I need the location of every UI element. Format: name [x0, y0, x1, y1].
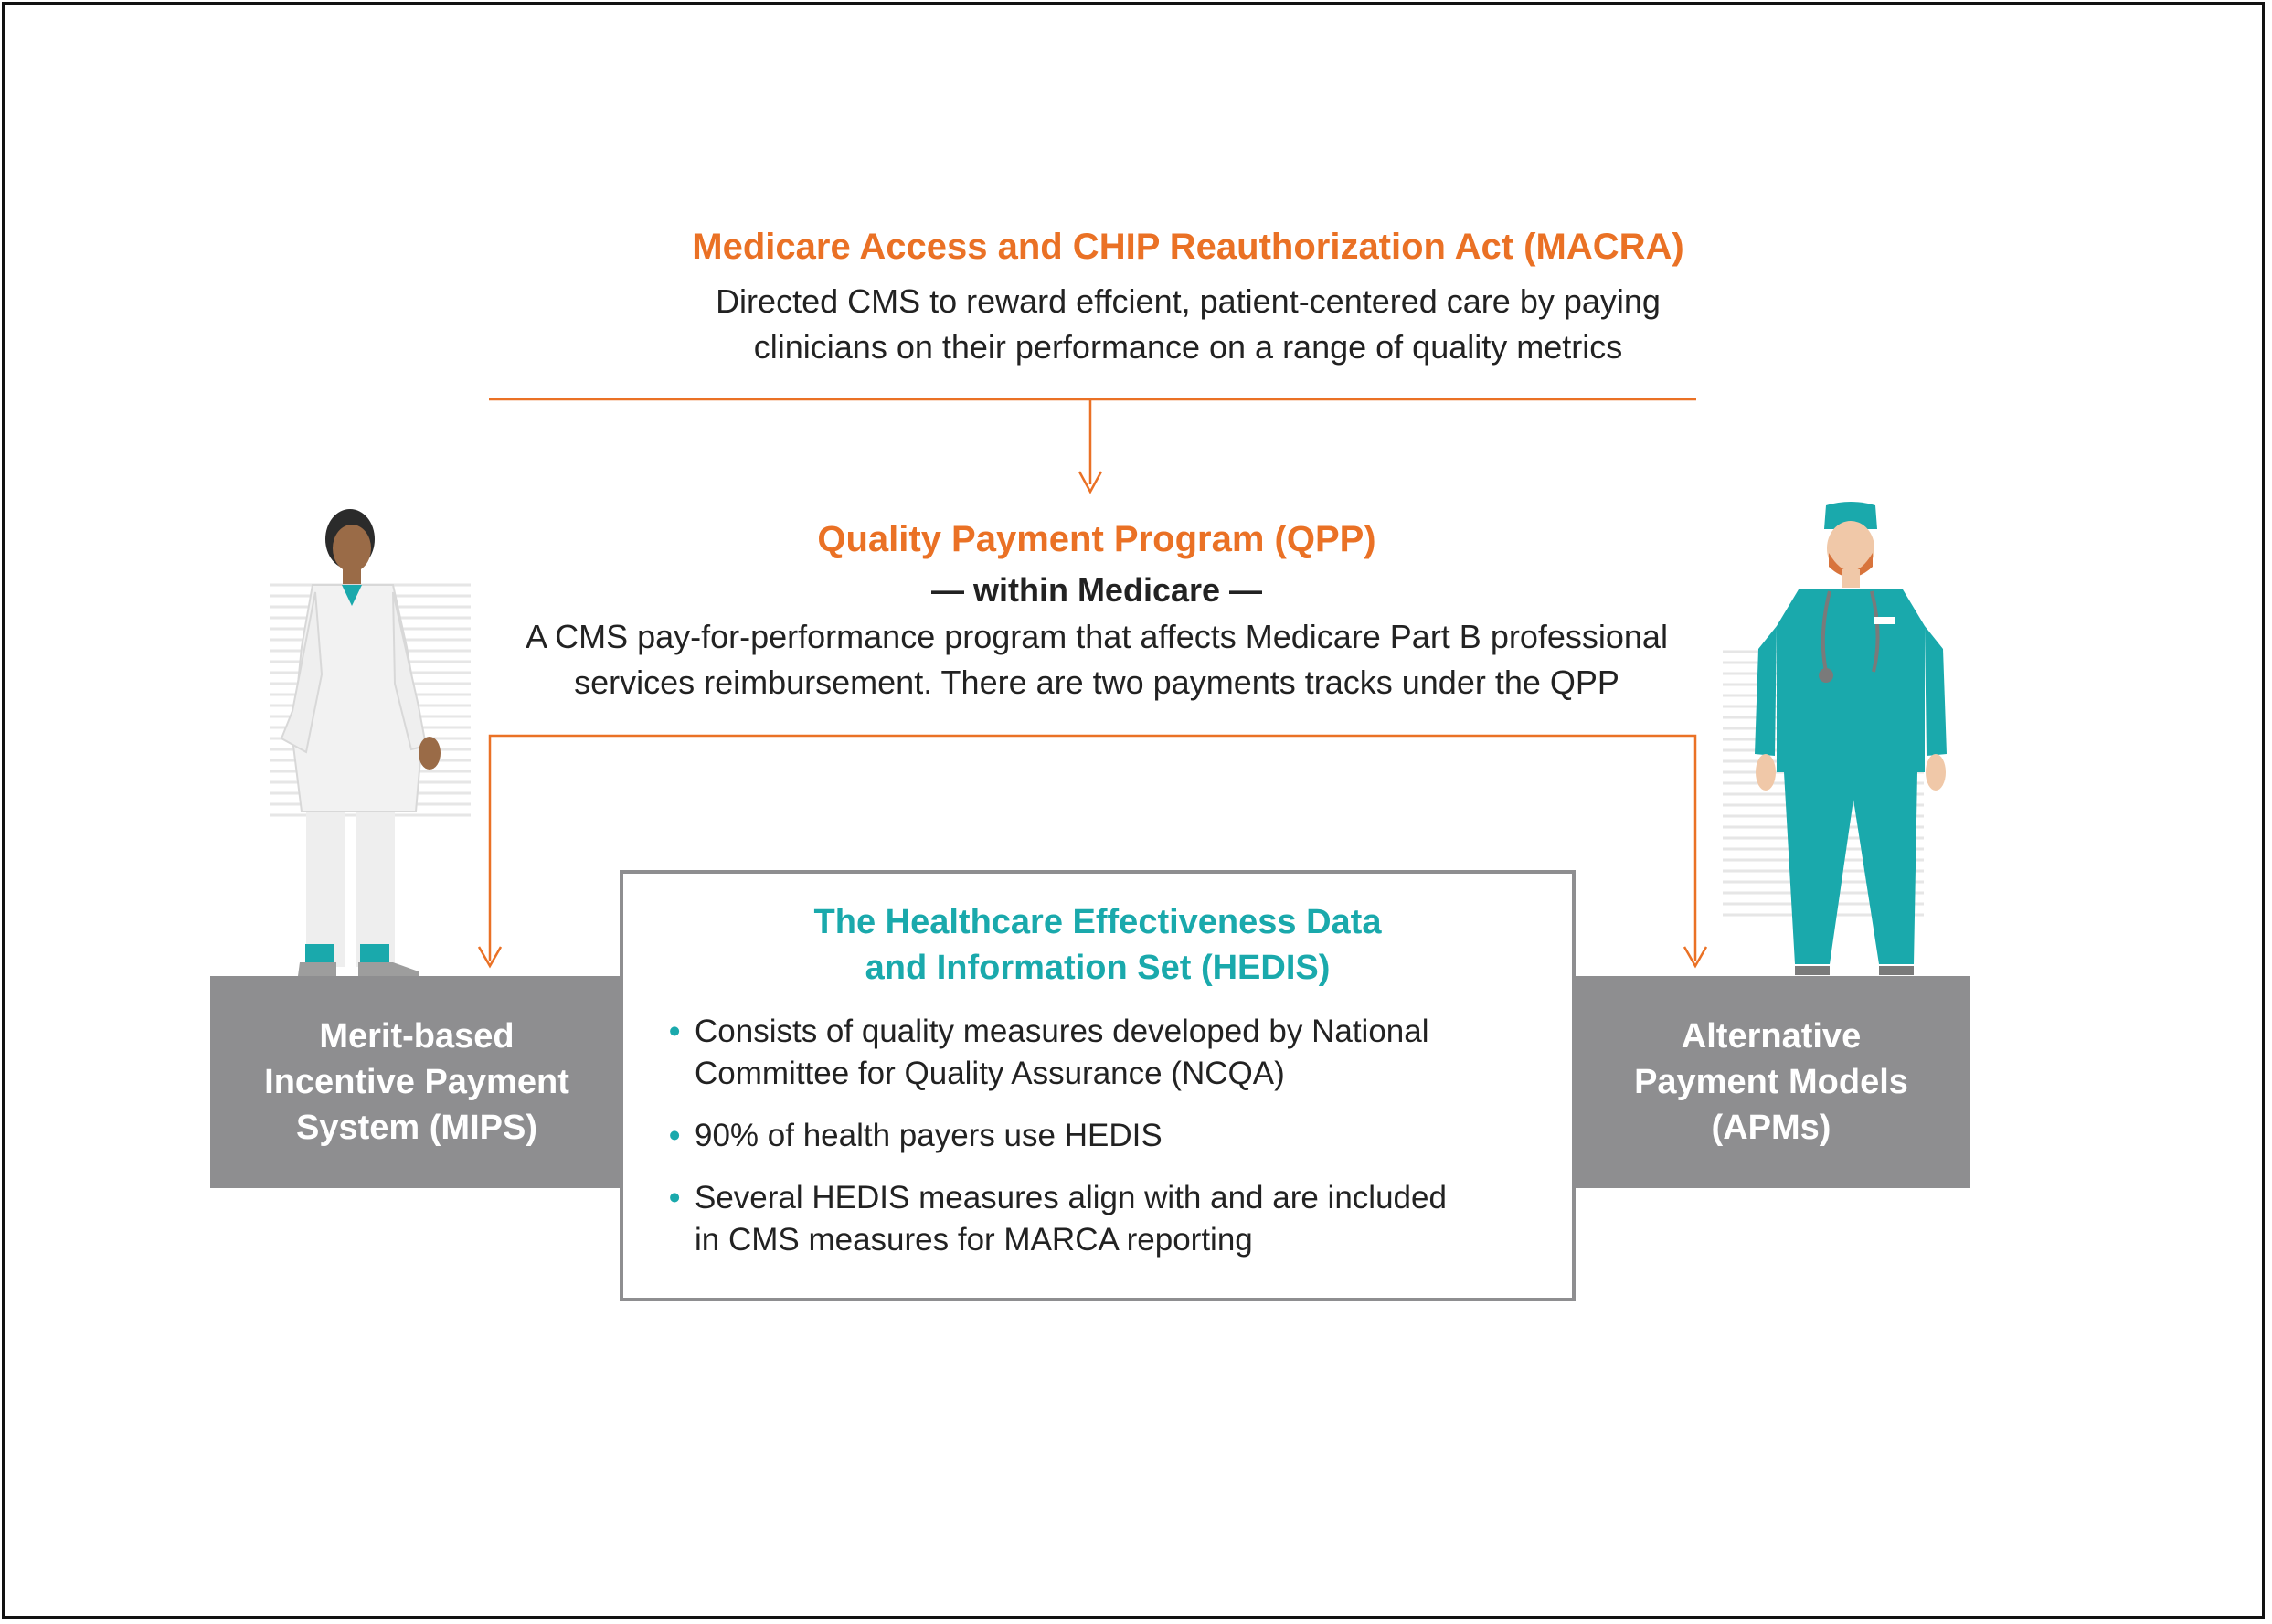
bullet-icon: •	[669, 1014, 681, 1049]
hedis-bullet-line: Several HEDIS measures align with and are included	[695, 1180, 1447, 1215]
hedis-box	[620, 870, 1576, 1301]
hedis-bullet-list	[669, 1011, 1546, 1281]
apm-label-line: (APMs)	[1711, 1109, 1831, 1147]
hedis-bullet-item	[669, 1177, 1546, 1261]
mips-label-line: System (MIPS)	[296, 1109, 537, 1147]
hedis-title-line: The Healthcare Effectiveness Data	[813, 903, 1382, 941]
hedis-title-line: and Information Set (HEDIS)	[865, 949, 1331, 987]
macra-description-line: clinicians on their performance on a range of quality metrics	[753, 328, 1623, 366]
qpp-subtitle: — within Medicare —	[930, 571, 1263, 609]
mips-label-line: Merit-based	[319, 1017, 515, 1056]
macra-description-line: Directed CMS to reward effcient, patient-centered care by paying	[716, 282, 1661, 320]
qpp-description	[402, 614, 1791, 706]
bullet-icon: •	[669, 1180, 681, 1215]
hedis-bullet-line: Consists of quality measures developed by National	[695, 1014, 1429, 1049]
qpp-description-line: services reimbursement. There are two payments tracks under the QPP	[574, 663, 1619, 701]
hedis-bullet-item	[669, 1011, 1546, 1095]
hedis-bullet-item	[669, 1115, 1546, 1157]
hedis-bullet-line: 90% of health payers use HEDIS	[695, 1118, 1163, 1153]
bullet-icon: •	[669, 1118, 681, 1153]
mips-label-line: Incentive Payment	[264, 1063, 569, 1101]
hedis-title	[623, 899, 1572, 991]
apm-label-line: Payment Models	[1634, 1063, 1908, 1101]
hedis-bullet-line: Committee for Quality Assurance (NCQA)	[695, 1056, 1285, 1091]
mips-box	[210, 976, 623, 1188]
qpp-title: Quality Payment Program (QPP)	[817, 519, 1376, 559]
qpp-description-line: A CMS pay-for-performance program that affects Medicare Part B professional	[526, 618, 1668, 655]
hedis-bullet-line: in CMS measures for MARCA reporting	[695, 1222, 1253, 1258]
apm-box	[1572, 976, 1970, 1188]
apm-label-line: Alternative	[1681, 1017, 1862, 1056]
macra-title: Medicare Access and CHIP Reauthorization Act (MACRA)	[692, 227, 1684, 267]
surgeon-figure-icon	[1718, 498, 1956, 978]
macra-description	[494, 279, 1883, 370]
